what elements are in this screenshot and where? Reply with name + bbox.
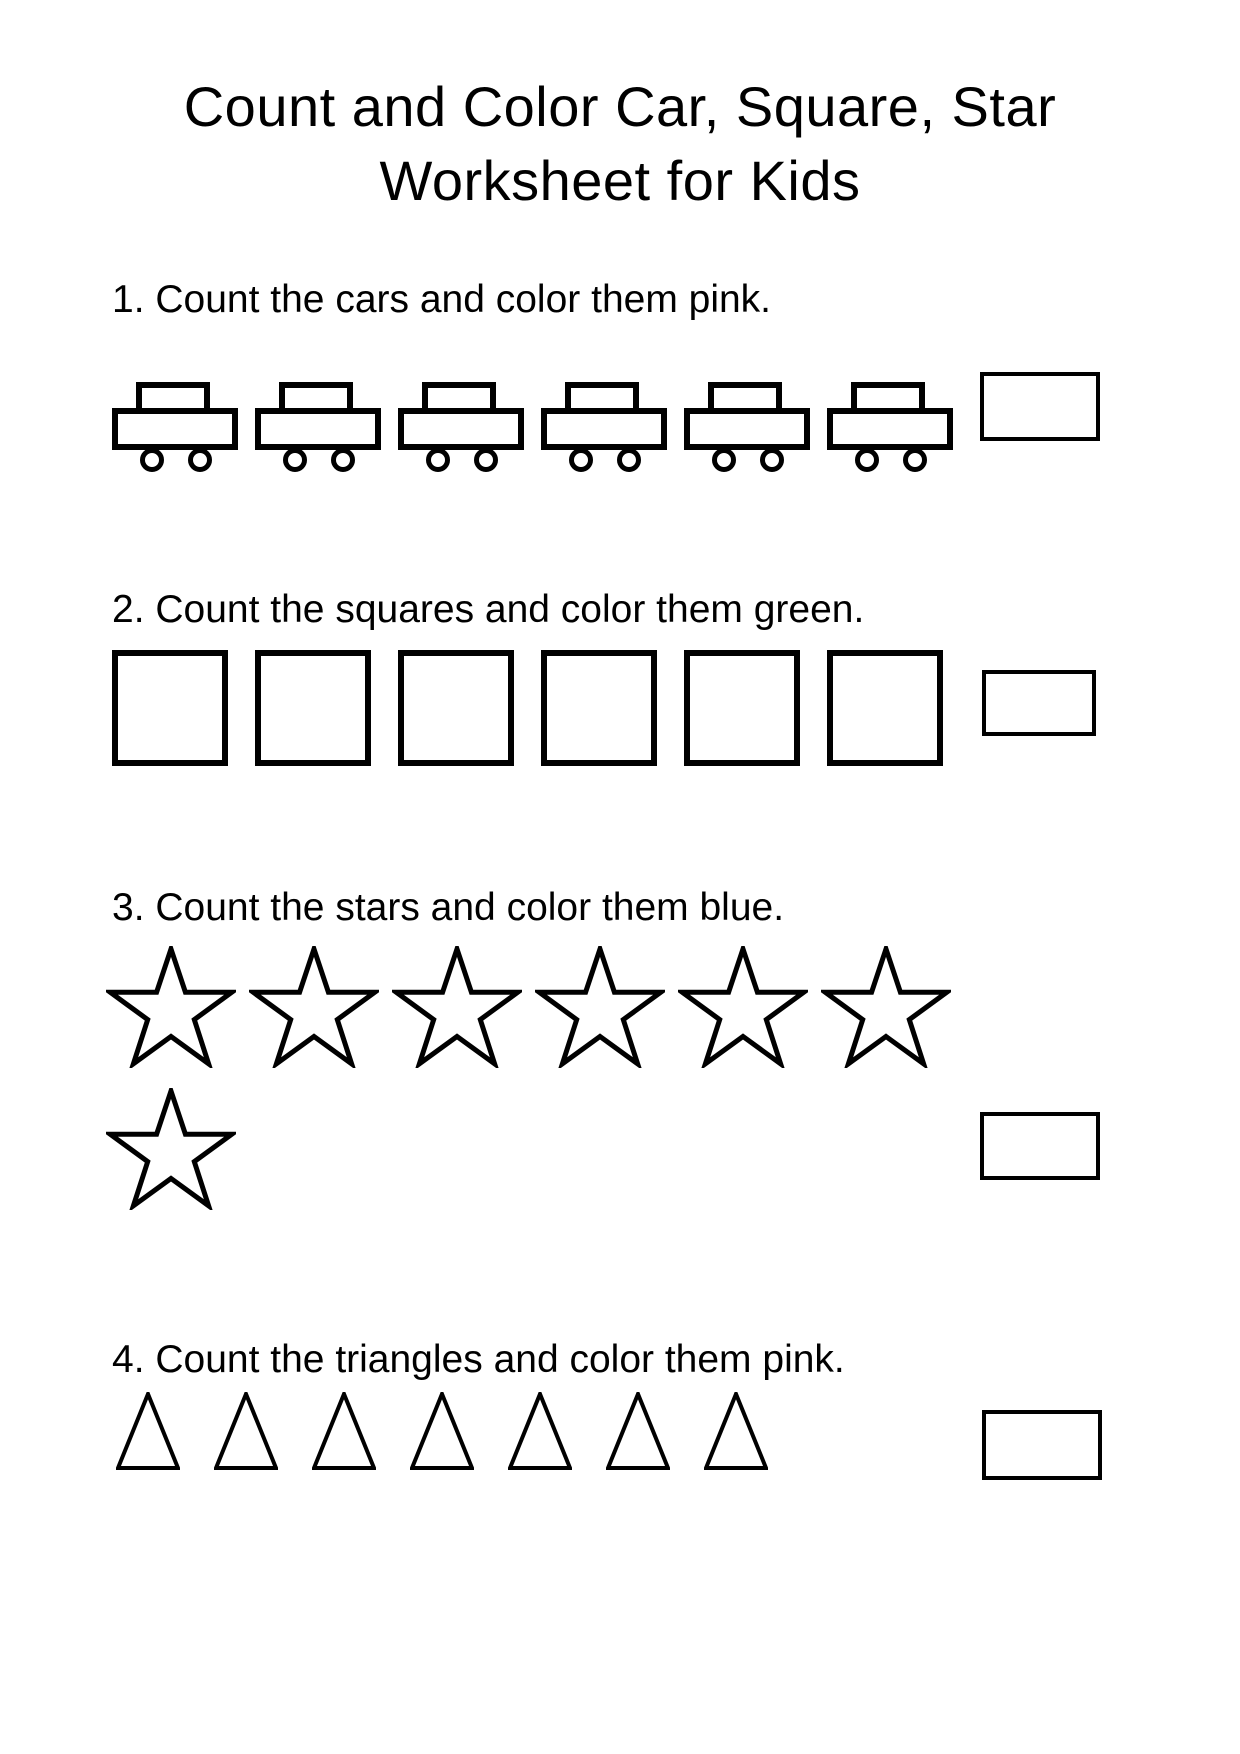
triangle-shape xyxy=(410,1392,474,1470)
star-shape xyxy=(106,1088,236,1210)
car-wheel-icon xyxy=(903,448,927,472)
stars-row xyxy=(106,946,958,1210)
car-wheel-icon xyxy=(474,448,498,472)
car-shape xyxy=(684,382,810,474)
car-wheel-icon xyxy=(283,448,307,472)
star-shape xyxy=(392,946,522,1068)
triangle-shape xyxy=(116,1392,180,1470)
star-shape xyxy=(678,946,808,1068)
car-wheel-icon xyxy=(188,448,212,472)
car-body xyxy=(541,408,667,450)
triangle-shape xyxy=(606,1392,670,1470)
page-title xyxy=(0,70,1240,218)
triangles-row xyxy=(116,1392,768,1470)
square-shape xyxy=(112,650,228,766)
triangle-shape xyxy=(508,1392,572,1470)
car-body xyxy=(827,408,953,450)
answer-box-cars[interactable] xyxy=(980,372,1100,441)
answer-box-squares[interactable] xyxy=(982,670,1096,736)
car-wheel-icon xyxy=(760,448,784,472)
car-body xyxy=(398,408,524,450)
answer-box-stars[interactable] xyxy=(980,1112,1100,1180)
prompt-squares: 2. Count the squares and color them green. xyxy=(112,588,865,631)
cars-row xyxy=(112,382,953,474)
car-wheel-icon xyxy=(569,448,593,472)
car-body xyxy=(112,408,238,450)
page-title-line-1: Count and Color Car, Square, Star xyxy=(183,75,1057,138)
car-shape xyxy=(398,382,524,474)
car-wheel-icon xyxy=(331,448,355,472)
star-shape xyxy=(535,946,665,1068)
car-wheel-icon xyxy=(712,448,736,472)
prompt-stars: 3. Count the stars and color them blue. xyxy=(112,886,785,929)
car-body xyxy=(255,408,381,450)
squares-row xyxy=(112,650,943,766)
star-shape xyxy=(249,946,379,1068)
car-wheel-icon xyxy=(426,448,450,472)
square-shape xyxy=(827,650,943,766)
car-wheel-icon xyxy=(617,448,641,472)
car-wheel-icon xyxy=(855,448,879,472)
prompt-cars: 1. Count the cars and color them pink. xyxy=(112,278,772,321)
car-wheel-icon xyxy=(140,448,164,472)
car-shape xyxy=(827,382,953,474)
square-shape xyxy=(398,650,514,766)
answer-box-triangles[interactable] xyxy=(982,1410,1102,1480)
car-shape xyxy=(112,382,238,474)
square-shape xyxy=(684,650,800,766)
car-shape xyxy=(255,382,381,474)
car-body xyxy=(684,408,810,450)
star-shape xyxy=(106,946,236,1068)
triangle-shape xyxy=(312,1392,376,1470)
page-title-line-2: Worksheet for Kids xyxy=(379,148,861,212)
prompt-triangles: 4. Count the triangles and color them pink. xyxy=(112,1338,845,1381)
square-shape xyxy=(255,650,371,766)
car-shape xyxy=(541,382,667,474)
square-shape xyxy=(541,650,657,766)
triangle-shape xyxy=(704,1392,768,1470)
star-shape xyxy=(821,946,951,1068)
triangle-shape xyxy=(214,1392,278,1470)
